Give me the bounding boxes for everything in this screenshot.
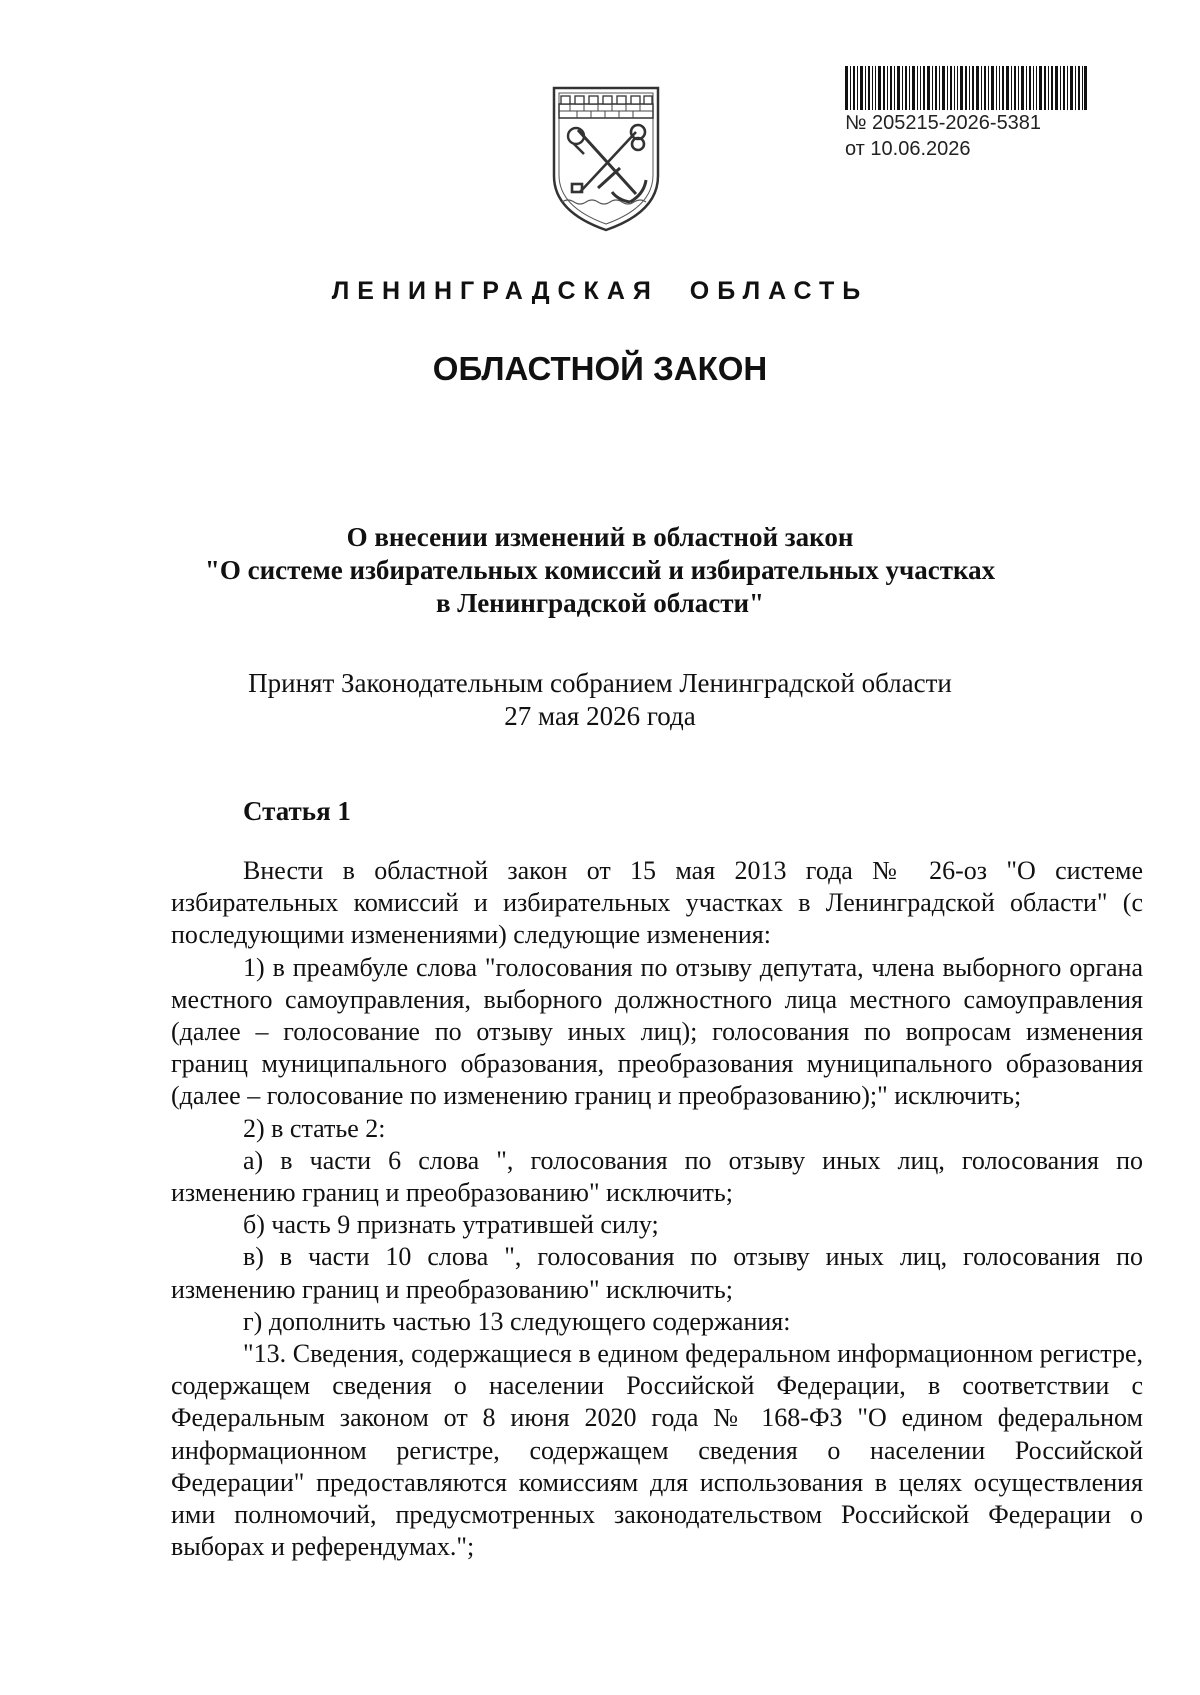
article-paragraph: 2) в статье 2: <box>243 1113 386 1143</box>
article-paragraph: в) в части 10 слова ", голосования по отзыву иных лиц, голосования по изменению границ и преобразованию" исключить; <box>171 1242 1143 1304</box>
article-paragraph: 1) в преамбуле слова "голосования по отзыву депутата, члена выборного органа местного самоуправления, выборного должностного лица местного самоуправления (далее – голосование по отзыву иных лиц); голосования по вопросам изменения границ муниципального образования, преобразования муниципального образования (далее – голосование по изменению границ и преобразованию);" исключить; <box>171 952 1143 1111</box>
region-name: ЛЕНИНГРАДСКАЯ ОБЛАСТЬ <box>331 277 869 305</box>
article-paragraph: а) в части 6 слова ", голосования по отзыву иных лиц, голосования по изменению границ и преобразованию" исключить; <box>171 1145 1143 1208</box>
law-title <box>140 521 1060 620</box>
article-paragraph: г) дополнить частью 13 следующего содержания: <box>243 1306 791 1336</box>
coat-of-arms-emblem <box>548 84 664 234</box>
law-title-line: в Ленинградской области" <box>435 588 765 618</box>
article-heading: Статья 1 <box>243 796 351 826</box>
registration-number: № 205215-2026-5381 <box>845 112 1042 134</box>
adoption-body: Принят Законодательным собранием Ленинградской области <box>248 668 952 698</box>
registration-date: от 10.06.2026 <box>845 138 971 160</box>
law-title-line: О внесении изменений в областной закон <box>346 522 854 552</box>
article-paragraph: Внести в областной закон от 15 мая 2013 года № 26-оз "О системе избирательных комиссий и избирательных участках в Ленинградской области" (с последующими изменениями) следующие изменения: <box>171 856 1143 950</box>
article-paragraph: "13. Сведения, содержащиеся в едином федеральном информационном регистре, содержащем сведения о населении Российской Федерации, в соответствии с Федеральным законом от 8 июня 2020 года № 168-ФЗ "О едином федеральном информационном регистре, содержащем сведения о населении Российской Федерации" предоставляются комиссиям для использования в целях осуществления ими полномочий, предусмотренных законодательством Российской Федерации о выборах и референдумах."; <box>171 1339 1143 1562</box>
registration-block <box>845 66 1095 162</box>
adoption-date: 27 мая 2026 года <box>504 701 696 731</box>
article-paragraph: б) часть 9 признать утратившей силу; <box>243 1210 659 1240</box>
law-type-heading: ОБЛАСТНОЙ ЗАКОН <box>432 350 768 387</box>
article-body <box>171 855 1143 1563</box>
barcode <box>845 66 1087 110</box>
law-title-line: "О системе избирательных комиссий и избирательных участках <box>204 555 996 585</box>
adoption-note <box>140 667 1060 733</box>
